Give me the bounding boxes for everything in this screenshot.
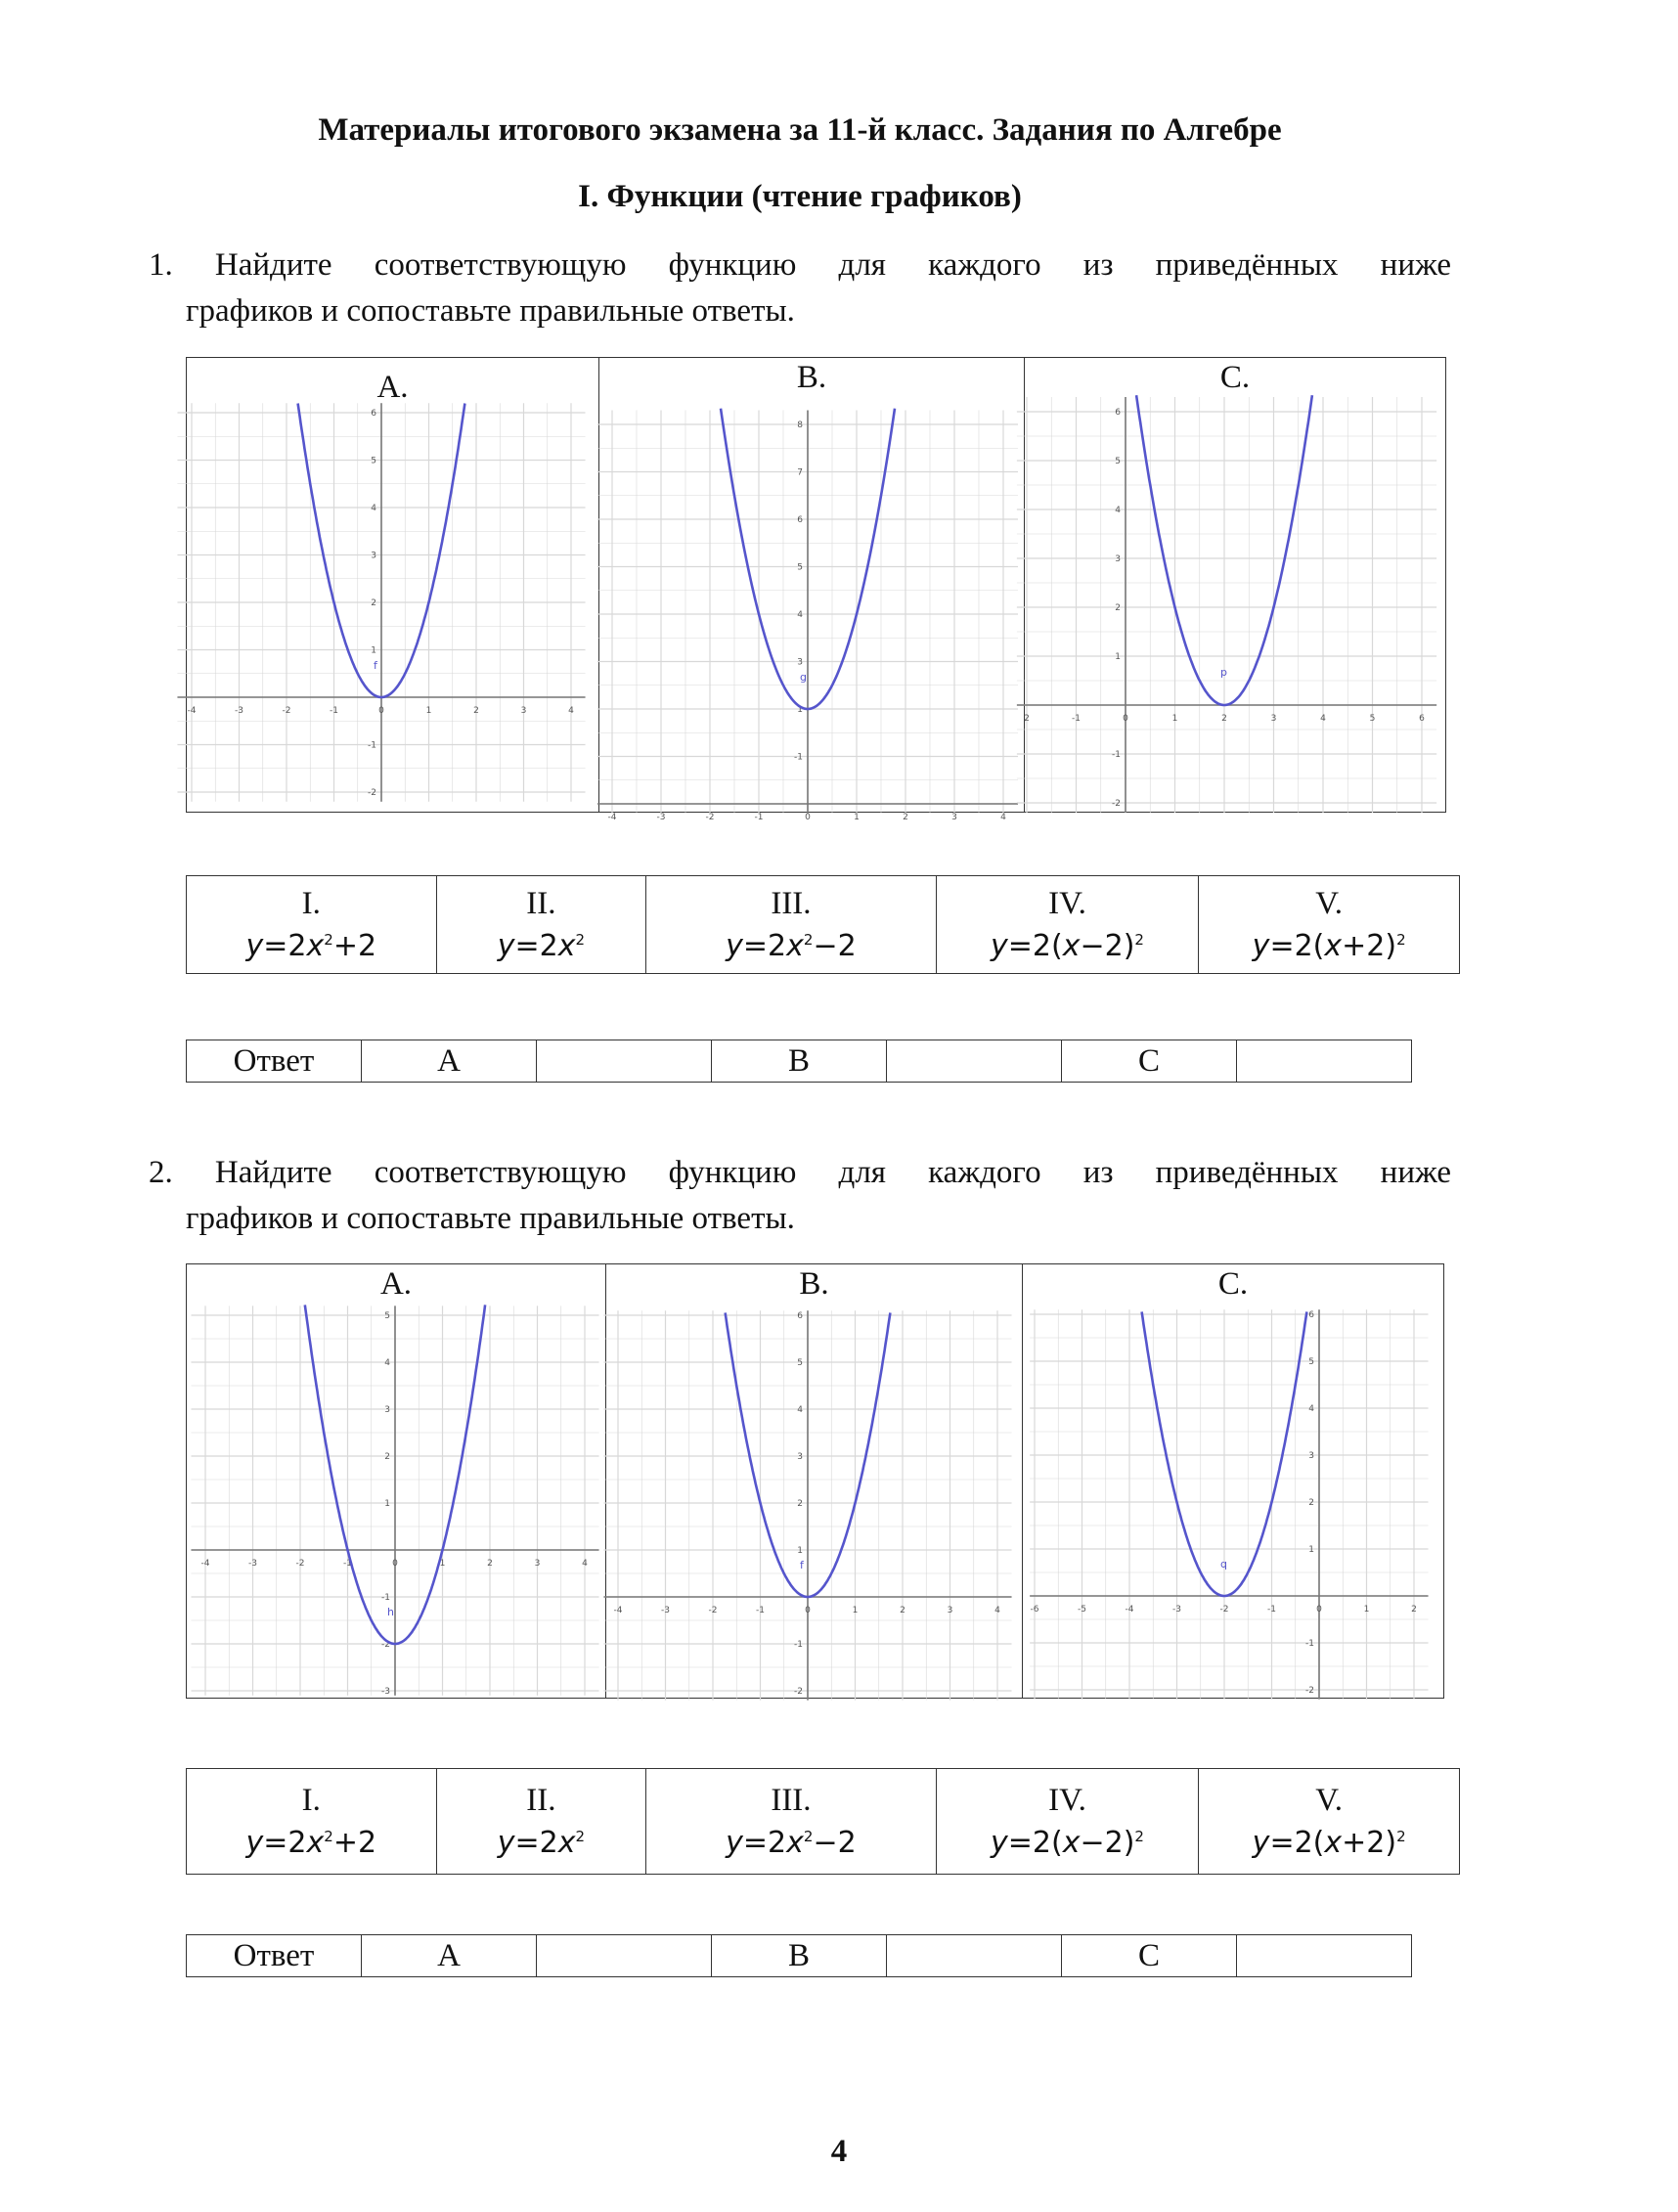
function-cell-5 [1199, 1769, 1460, 1875]
x-tick-label: 2 [1411, 1605, 1417, 1615]
answer-slot-c[interactable] [1237, 1040, 1412, 1083]
y-tick-label: 1 [1115, 652, 1121, 662]
function-cell-4 [936, 876, 1199, 974]
x-tick-label: 6 [1419, 714, 1425, 724]
y-tick-label: 2 [797, 1499, 803, 1509]
answer-key-b: B [712, 1935, 887, 1977]
function-num: V. [1315, 886, 1344, 921]
answer-key-c: C [1062, 1935, 1237, 1977]
graph-cell [606, 1264, 1023, 1699]
y-tick-label: 3 [1115, 554, 1121, 564]
function-num: V. [1315, 1783, 1344, 1818]
curve-label: f [800, 1559, 804, 1572]
answer-key-a: A [362, 1935, 537, 1977]
y-tick-label: -2 [368, 788, 376, 798]
y-tick-label: 6 [797, 515, 803, 525]
graph-plot [187, 358, 598, 812]
graph-label: A. [376, 370, 409, 405]
curve-label: g [800, 670, 807, 684]
x-tick-label: 3 [520, 706, 527, 716]
task-1-functions [186, 875, 1460, 974]
y-tick-label: 3 [384, 1405, 390, 1415]
graph-plot [1025, 358, 1445, 812]
y-tick-label: 6 [371, 409, 376, 419]
function-formula: $y=2(x-2)^2$ [991, 1826, 1144, 1860]
x-tick-label: 1 [1363, 1605, 1370, 1615]
function-num: I. [301, 1783, 321, 1818]
function-cell-5 [1199, 876, 1460, 974]
x-tick-label: -3 [248, 1559, 257, 1569]
y-tick-label: 1 [797, 1546, 803, 1556]
x-tick-label: -2 [705, 813, 715, 822]
page-title: Материалы итогового экзамена за 11-й класс. Задания по Алгебре [318, 112, 1282, 148]
y-tick-label: 3 [1308, 1451, 1314, 1461]
y-tick-label: 4 [797, 1405, 803, 1415]
x-tick-label: -4 [1125, 1605, 1134, 1615]
graph-cell [599, 358, 1025, 822]
answer-label: Ответ [187, 1040, 362, 1083]
graph-cell [187, 1264, 606, 1699]
x-tick-label: -1 [754, 813, 764, 822]
task-2-number: 2. [149, 1155, 173, 1190]
function-num: IV. [1048, 1783, 1086, 1818]
x-tick-label: -2 [708, 1606, 718, 1615]
x-tick-label: 4 [994, 1606, 1000, 1615]
x-tick-label: 0 [805, 1606, 811, 1615]
y-tick-label: 6 [797, 1311, 803, 1321]
answer-key-b: B [712, 1040, 887, 1083]
graph-cell [187, 358, 599, 813]
curve-label: p [1220, 666, 1227, 679]
function-cell-2 [436, 1769, 646, 1875]
y-tick-label: 6 [1115, 408, 1121, 418]
task-1-line1: Найдите соответствующую функцию для каждого из приведённых ниже [214, 247, 1451, 283]
function-cell-2 [436, 876, 646, 974]
graph-label: B. [796, 360, 827, 395]
function-formula: $y=2x^2$ [497, 1826, 586, 1860]
graph-plot [1023, 1264, 1443, 1698]
graph-plot [187, 1264, 605, 1698]
x-tick-label: 4 [1000, 813, 1006, 822]
y-tick-label: 3 [371, 551, 376, 561]
x-tick-label: 2 [1024, 714, 1030, 724]
x-tick-label: -3 [656, 813, 666, 822]
y-tick-label: 5 [384, 1311, 390, 1321]
task-2-text [149, 1150, 1451, 1196]
x-tick-label: 2 [487, 1559, 493, 1569]
x-tick-label: -3 [661, 1606, 670, 1615]
function-formula: $y=2(x-2)^2$ [991, 929, 1144, 963]
section-title: I. Функции (чтение графиков) [578, 179, 1022, 214]
task-1-answer-table [186, 1040, 1412, 1083]
x-tick-label: 1 [1171, 714, 1178, 724]
x-tick-label: -4 [200, 1559, 210, 1569]
y-tick-label: -2 [1112, 799, 1121, 809]
function-formula: $y=2x^2-2$ [726, 929, 857, 963]
answer-key-a: A [362, 1040, 537, 1083]
graph-label: B. [799, 1266, 829, 1302]
x-tick-label: 2 [900, 1606, 905, 1615]
x-tick-label: 1 [854, 813, 860, 822]
y-tick-label: 6 [1308, 1310, 1314, 1320]
function-formula: $y=2(x+2)^2$ [1252, 1826, 1406, 1860]
y-tick-label: 4 [1115, 506, 1121, 515]
y-tick-label: -2 [794, 1687, 803, 1697]
x-tick-label: 0 [1316, 1605, 1322, 1615]
graph-plot [599, 358, 1024, 822]
function-formula: $y=2x^2+2$ [245, 929, 377, 963]
x-tick-label: 4 [1320, 714, 1326, 724]
graph-cell [1025, 358, 1446, 813]
y-tick-label: 5 [797, 562, 803, 573]
function-num: III. [771, 1783, 812, 1818]
y-tick-label: 2 [1115, 603, 1121, 613]
y-tick-label: -1 [1112, 750, 1121, 760]
function-cell-1 [187, 1769, 437, 1875]
graph-label: C. [1219, 360, 1251, 395]
x-tick-label: -4 [613, 1606, 623, 1615]
x-tick-label: 2 [473, 706, 479, 716]
y-tick-label: 4 [1308, 1404, 1314, 1414]
x-tick-label: -1 [756, 1606, 765, 1615]
y-tick-label: 7 [797, 467, 803, 478]
graph-label: C. [1217, 1266, 1249, 1302]
x-tick-label: 0 [392, 1559, 398, 1569]
function-cell-3 [646, 1769, 936, 1875]
y-tick-label: 1 [384, 1499, 390, 1509]
x-tick-label: -2 [1219, 1605, 1229, 1615]
page-number: 4 [830, 2134, 848, 2169]
function-formula: $y=2x^2-2$ [726, 1826, 857, 1860]
curve-label: f [374, 658, 377, 672]
x-tick-label: 3 [951, 813, 957, 822]
function-num: IV. [1048, 886, 1086, 921]
answer-label: Ответ [187, 1935, 362, 1977]
function-formula: $y=2x^2+2$ [245, 1826, 377, 1860]
y-tick-label: 8 [797, 420, 803, 430]
x-tick-label: -4 [187, 706, 197, 716]
x-tick-label: -5 [1078, 1605, 1086, 1615]
graph-plot [606, 1264, 1022, 1698]
y-tick-label: -1 [1305, 1639, 1314, 1649]
y-tick-label: -1 [794, 752, 803, 763]
answer-slot-c[interactable] [1237, 1935, 1412, 1977]
x-tick-label: -1 [343, 1559, 352, 1569]
x-tick-label: -2 [282, 706, 291, 716]
answer-slot-a[interactable] [537, 1040, 712, 1083]
x-tick-label: 1 [852, 1606, 859, 1615]
y-tick-label: 5 [371, 456, 376, 466]
function-cell-1 [187, 876, 437, 974]
y-tick-label: 5 [1308, 1357, 1314, 1367]
x-tick-label: 0 [805, 813, 811, 822]
x-tick-label: -1 [330, 706, 338, 716]
answer-slot-b[interactable] [887, 1935, 1062, 1977]
curve-label: h [387, 1606, 394, 1619]
answer-slot-a[interactable] [537, 1935, 712, 1977]
task-1-text [149, 243, 1451, 288]
y-tick-label: -1 [381, 1593, 390, 1603]
function-cell-4 [936, 1769, 1199, 1875]
task-1-graphs [186, 357, 1446, 822]
function-num: I. [301, 886, 321, 921]
function-num: II. [526, 886, 556, 921]
y-tick-label: 1 [1308, 1545, 1314, 1555]
x-tick-label: 4 [568, 706, 574, 716]
x-tick-label: -3 [235, 706, 243, 716]
y-tick-label: -2 [1305, 1686, 1314, 1696]
y-tick-label: 4 [371, 504, 376, 513]
x-tick-label: 4 [582, 1559, 588, 1569]
function-cell-3 [646, 876, 936, 974]
task-2-line1: Найдите соответствующую функцию для каждого из приведённых ниже [214, 1155, 1451, 1190]
task-2-answer-table [186, 1934, 1412, 1977]
x-tick-label: 3 [1270, 714, 1277, 724]
y-tick-label: 2 [1308, 1498, 1314, 1508]
x-tick-label: -6 [1030, 1605, 1039, 1615]
curve-label: q [1220, 1558, 1227, 1571]
function-num: III. [771, 886, 812, 921]
task-2-graphs [186, 1263, 1444, 1699]
y-tick-label: 5 [1115, 457, 1121, 466]
y-tick-label: 4 [384, 1358, 390, 1368]
x-tick-label: -3 [1172, 1605, 1181, 1615]
graph-cell [1023, 1264, 1444, 1699]
function-formula: $y=2(x+2)^2$ [1252, 929, 1406, 963]
y-tick-label: 4 [797, 610, 803, 620]
function-num: II. [526, 1783, 556, 1818]
y-tick-label: 2 [371, 598, 376, 608]
x-tick-label: -1 [1072, 714, 1081, 724]
x-tick-label: 1 [425, 706, 432, 716]
answer-slot-b[interactable] [887, 1040, 1062, 1083]
x-tick-label: 2 [903, 813, 908, 822]
y-tick-label: 3 [797, 1452, 803, 1462]
answer-key-c: C [1062, 1040, 1237, 1083]
task-2-line2: графиков и сопоставьте правильные ответы. [186, 1201, 795, 1236]
y-tick-label: -2 [381, 1640, 390, 1650]
y-tick-label: -3 [381, 1687, 390, 1697]
y-tick-label: 5 [797, 1358, 803, 1368]
x-tick-label: -2 [295, 1559, 305, 1569]
x-tick-label: 3 [534, 1559, 541, 1569]
y-tick-label: 2 [384, 1452, 390, 1462]
y-tick-label: -1 [368, 740, 376, 751]
y-tick-label: 1 [371, 645, 376, 656]
y-tick-label: -1 [794, 1640, 803, 1650]
task-1-number: 1. [149, 247, 173, 283]
graph-label: A. [379, 1266, 413, 1302]
x-tick-label: 5 [1369, 714, 1376, 724]
x-tick-label: -1 [1267, 1605, 1276, 1615]
x-tick-label: 1 [439, 1559, 446, 1569]
task-2-functions [186, 1768, 1460, 1875]
x-tick-label: 0 [378, 706, 384, 716]
y-tick-label: 1 [797, 705, 803, 715]
x-tick-label: 3 [947, 1606, 953, 1615]
y-tick-label: 3 [797, 657, 803, 668]
function-formula: $y=2x^2$ [497, 929, 586, 963]
task-1-line2: графиков и сопоставьте правильные ответы. [186, 293, 795, 329]
x-tick-label: 2 [1221, 714, 1227, 724]
x-tick-label: -4 [607, 813, 617, 822]
x-tick-label: 0 [1123, 714, 1128, 724]
